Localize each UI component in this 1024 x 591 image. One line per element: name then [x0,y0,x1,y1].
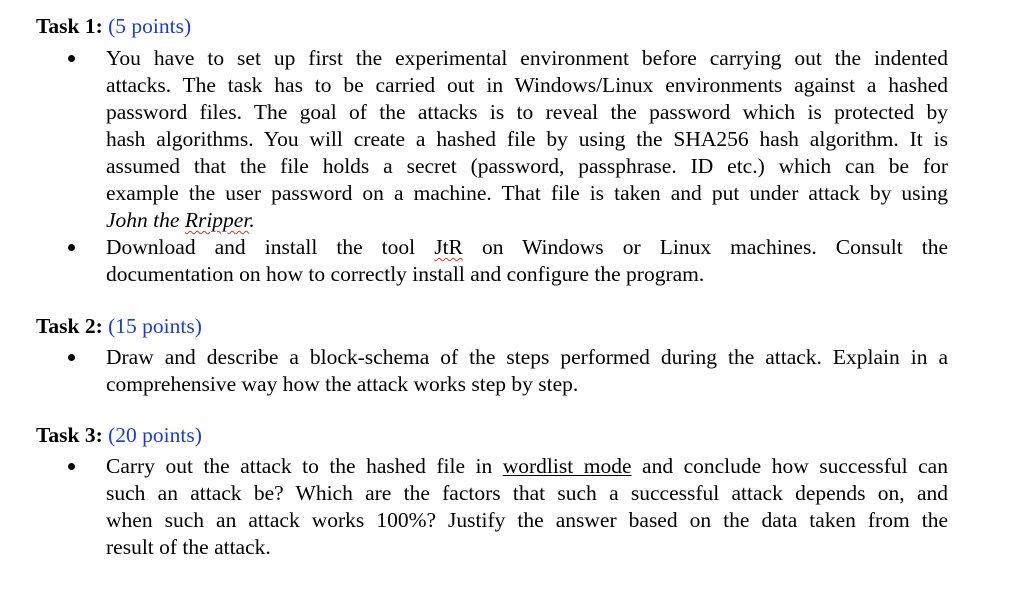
task1-heading [36,14,191,39]
task1-points: (5 points) [108,14,192,38]
task2-bullet1-text: Draw and describe a block-schema of the steps performed during the attack. Explain in a comprehensive way how the attack works step by step. [106,345,948,396]
task2-label: Task 2: [36,314,103,338]
task3-label: Task 3: [36,423,103,447]
task1-label: Task 1: [36,14,103,38]
task3-heading [36,423,202,448]
wordlist-mode-term: wordlist mode [502,454,632,478]
bullet-icon [68,463,75,470]
bullet-icon [68,354,75,361]
misspelled-word: Rripper [184,208,250,232]
bullet-icon [68,55,75,62]
task2-points: (15 points) [108,314,202,338]
task2-heading [36,314,202,339]
task1-bullet1-text: You have to set up first the experimental environment before carrying out the indented attacks. The task has to be carried out in Windows/Linux environments against a hashed password files. The goal of the attacks is to reveal the password which is protected by hash algorithms. You will create a hashed file by using the SHA256 hash algorithm. It is assumed that the file holds a secret (password, passphrase. ID etc.) which can be for example the user password on a machine. That file is taken and put under attack by using John the Rripper. [106,46,948,232]
bullet-icon [68,244,75,251]
task3-bullet1-text: Carry out the attack to the hashed file in wordlist mode and conclude how successful can such an attack be? Which are the factors that such a successful attack depends on, and when such an attack works 100%? Justify the answer based on the data taken from the result of the attack. [106,454,948,559]
jtr-term: JtR [434,235,463,259]
task3-points: (20 points) [108,423,202,447]
task1-bullet2-text: Download and install the tool JtR on Windows or Linux machines. Consult the documentation on how to correctly install and configure the program. [106,235,948,286]
tool-name-line: John the Rripper. [106,208,255,232]
